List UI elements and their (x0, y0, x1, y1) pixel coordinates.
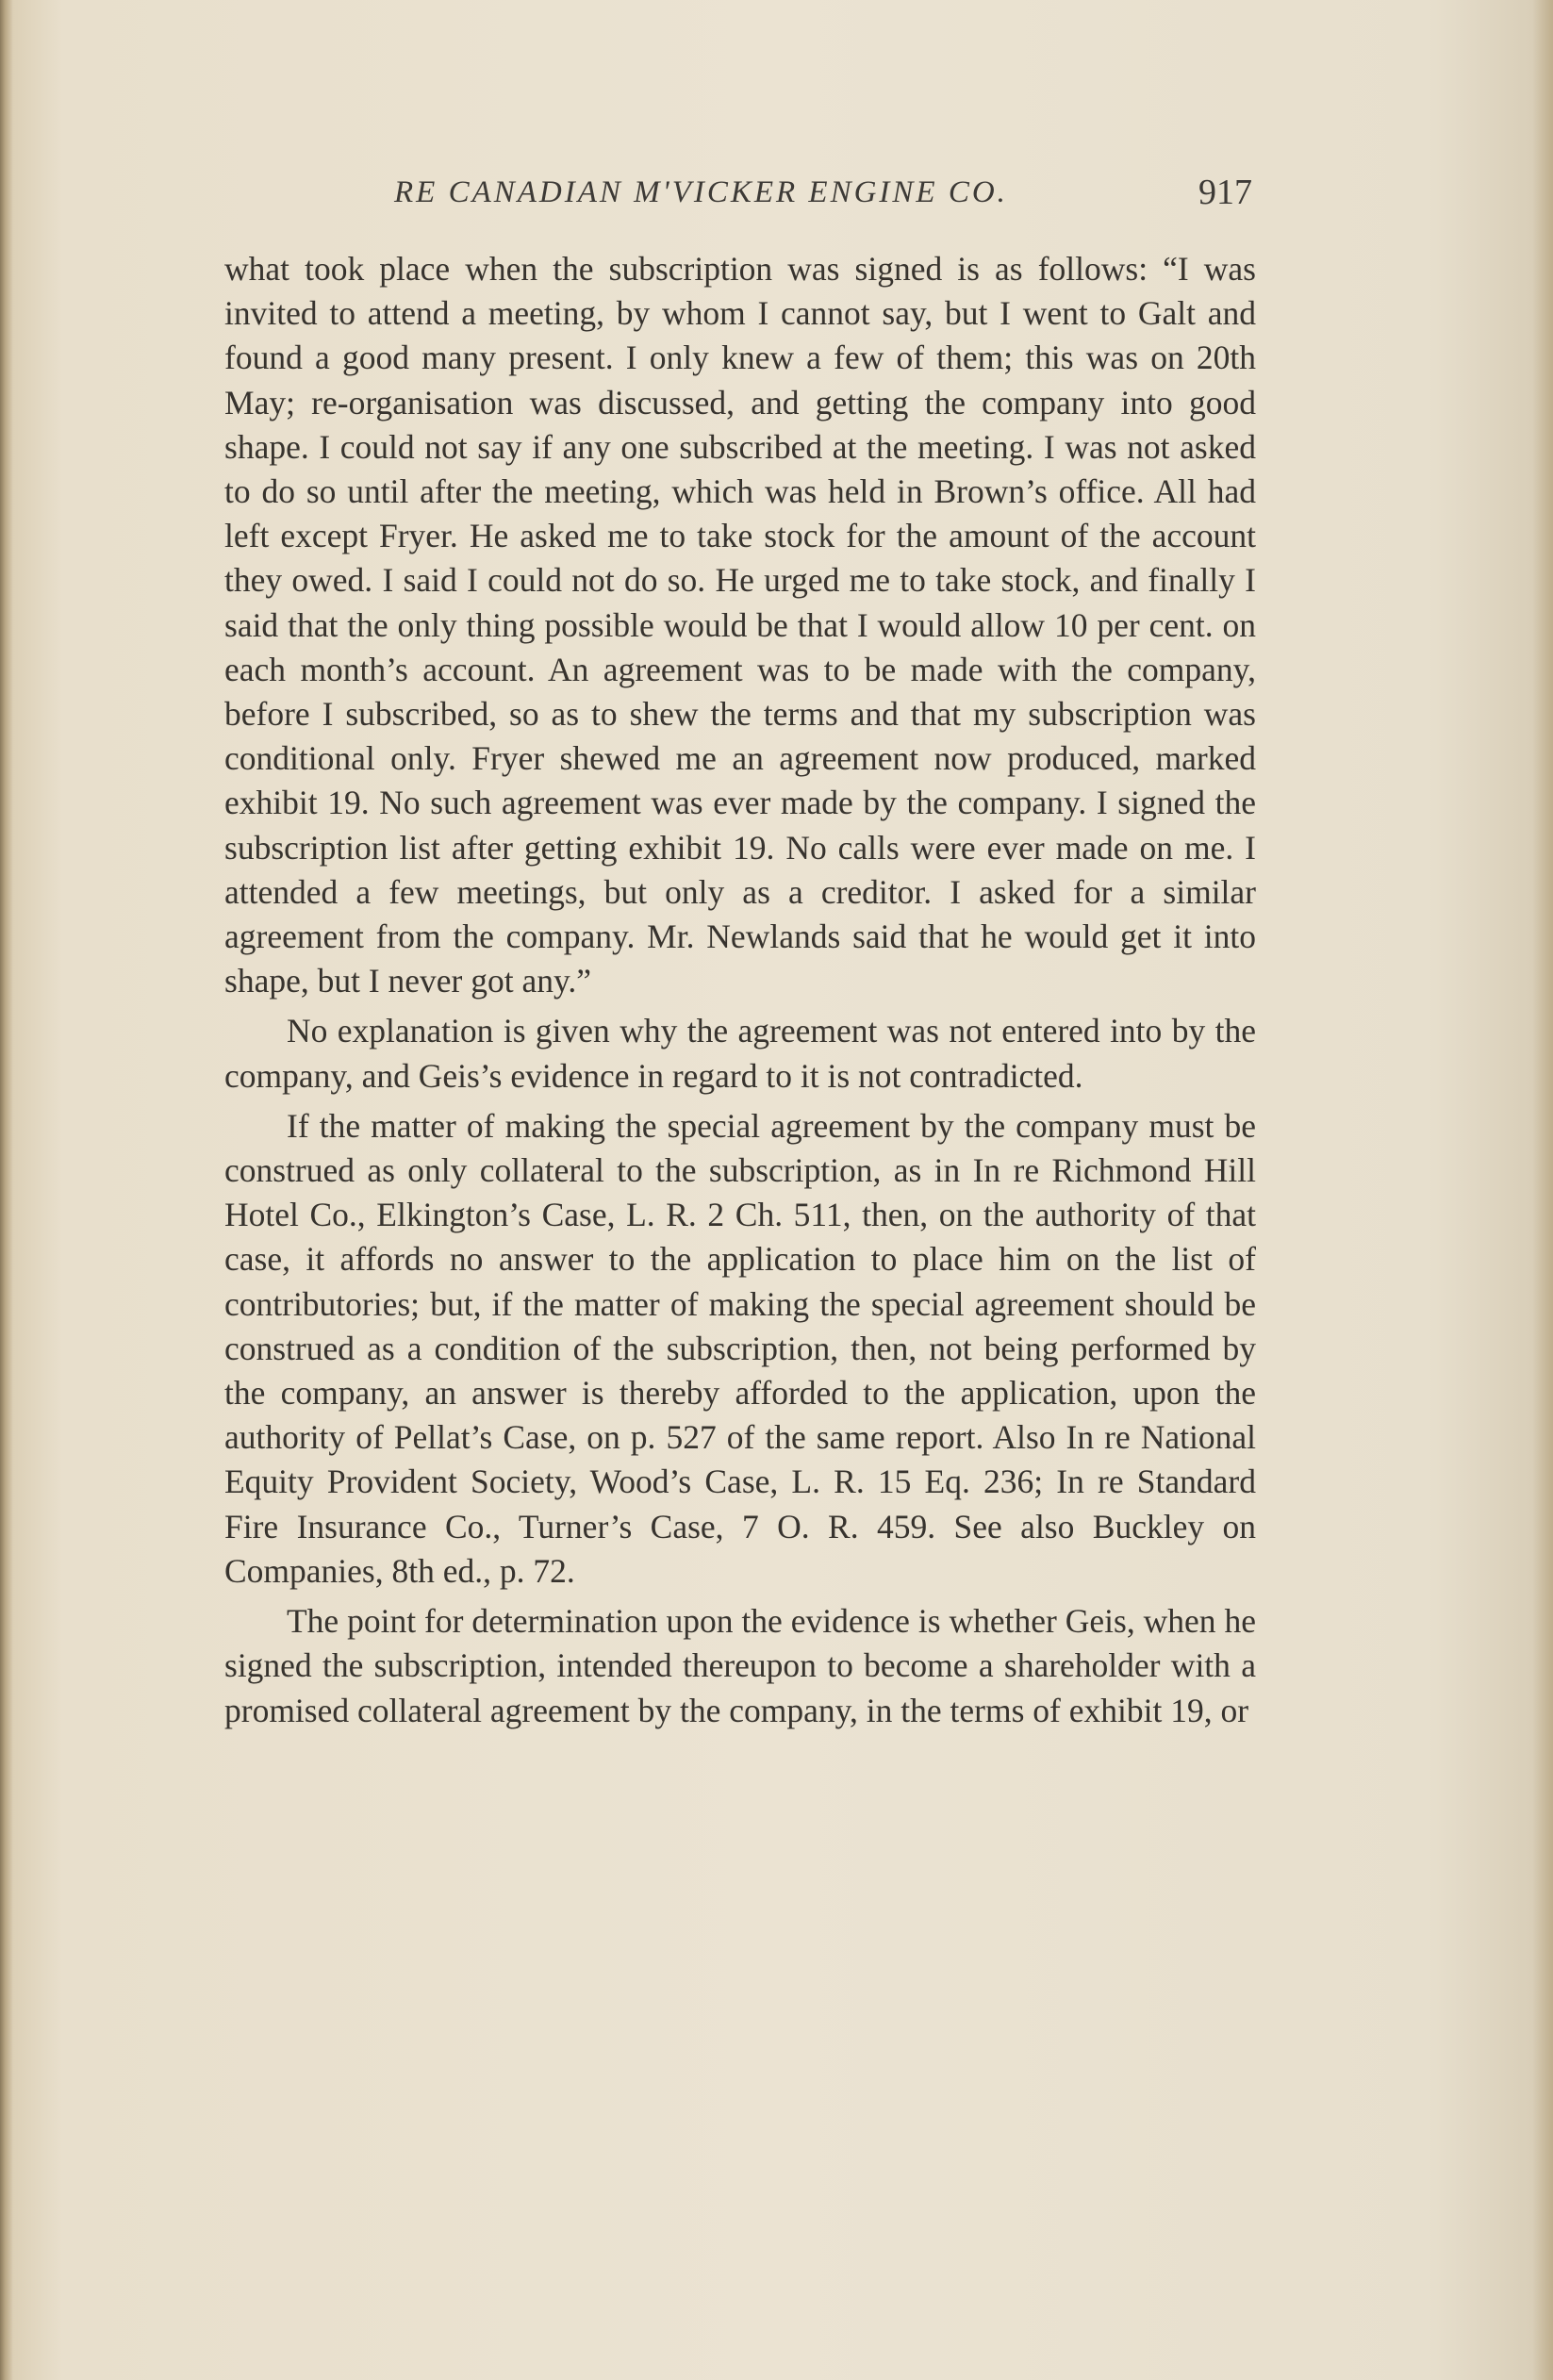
page-number: 917 (1198, 173, 1252, 212)
paragraph-1: what took place when the subscription was signed is as follows: “I was invited to attend a meeting, by whom I cannot say, but I went to Galt and found a good many present. I only knew a few of them; this was on 20th May; re-organisation was discussed, and getting the company into good shape. I could not say if any one subscribed at the meeting. I was not asked to do so until after the meeting, which was held in Brown’s office. All had left except Fryer. He asked me to take stock for the amount of the account they owed. I said I could not do so. He urged me to take stock, and finally I said that the only thing possible would be that I would allow 10 per cent. on each month’s account. An agreement was to be made with the company, before I subscribed, so as to shew the terms and that my subscription was conditional only. Fryer shewed me an agreement now produced, marked exhibit 19. No such agreement was ever made by the company. I signed the subscription list after getting exhibit 19. No calls were ever made on me. I attended a few meetings, but only as a creditor. I asked for a similar agreement from the company. Mr. Newlands said that he would get it into shape, but I never got any.” (224, 250, 1256, 1000)
running-head: RE CANADIAN M'VICKER ENGINE CO. (394, 175, 1008, 209)
page-binding-shadow (0, 0, 13, 2380)
paragraph-3: If the matter of making the special agreement by the company must be construed as only collateral to the subscription, as in In re Richmond Hill Hotel Co., Elkington’s Case, L. R. 2 Ch. 511, then, on the authority of that case, it affords no answer to the application to place him on the list of contributories; but, if the matter of making the special agreement should be construed as a condition of the subscription, then, not being performed by the company, an answer is thereby afforded to the application, upon the authority of Pellat’s Case, on p. 527 of the same report. Also In re National Equity Provident Society, Wood’s Case, L. R. 15 Eq. 236; In re Standard Fire Insurance Co., Turner’s Case, 7 O. R. 459. See also Buckley on Companies, 8th ed., p. 72. (224, 1106, 1256, 1590)
page-header (224, 172, 1252, 219)
body-text (224, 247, 1256, 1733)
paragraph-2: No explanation is given why the agreement was not entered into by the company, and Geis’s evidence in regard to it is not contradicted. (224, 1012, 1256, 1095)
page-edge-shadow (1532, 0, 1553, 2380)
paragraph-4: The point for determination upon the evidence is whether Geis, when he signed the subscription, intended thereupon to become a shareholder with a promised collateral agreement by the company, in the terms of exhibit 19, or (224, 1602, 1256, 1729)
